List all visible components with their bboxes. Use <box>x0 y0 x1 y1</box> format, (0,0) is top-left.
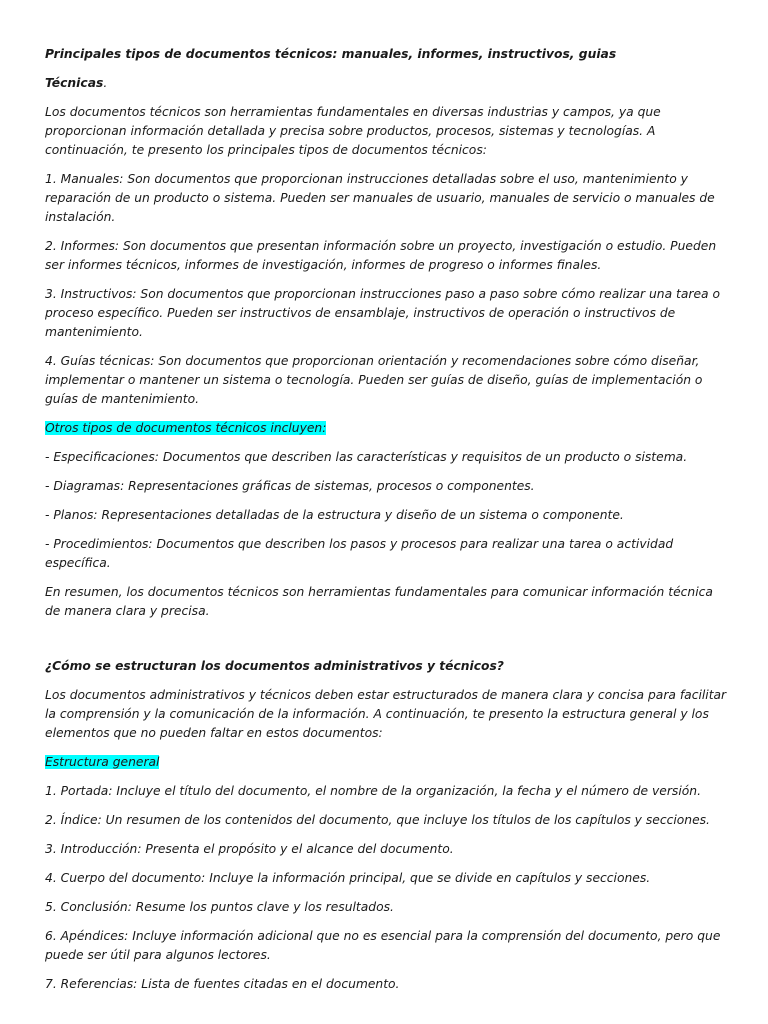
list-item-instructivos: 3. Instructivos: Son documentos que proporcionan instrucciones paso a paso sobre cómo realizar una tarea o proceso específico. Pueden ser instructivos de ensamblaje, instructivos de operación o instructivos de mantenimiento. <box>45 287 720 339</box>
list-item-manuales: 1. Manuales: Son documentos que proporcionan instrucciones detalladas sobre el uso, mantenimiento y reparación de un producto o sistema. Pueden ser manuales de usuario, manuales de servicio o manuales de instalación. <box>45 172 715 224</box>
structure-item-conclusion: 5. Conclusión: Resume los puntos clave y los resultados. <box>45 900 394 914</box>
section1-summary: En resumen, los documentos técnicos son herramientas fundamentales para comunicar información técnica de manera clara y precisa. <box>45 585 713 618</box>
section1-title-line1: Principales tipos de documentos técnicos: manuales, informes, instructivos, guias <box>45 47 617 61</box>
other-item-especificaciones: - Especificaciones: Documentos que describen las características y requisitos de un producto o sistema. <box>45 450 688 464</box>
structure-item-referencias: 7. Referencias: Lista de fuentes citadas en el documento. <box>45 977 400 991</box>
section1-title-line2-rest: . <box>103 76 108 90</box>
document-page <box>45 45 730 1004</box>
section1-title-line2 <box>45 74 730 93</box>
other-item-planos: - Planos: Representaciones detalladas de la estructura y diseño de un sistema o componente. <box>45 508 624 522</box>
structure-heading <box>45 753 730 772</box>
other-item-diagramas: - Diagramas: Representaciones gráficas de sistemas, procesos o componentes. <box>45 479 535 493</box>
structure-highlight: Estructura general <box>45 755 160 769</box>
structure-item-cuerpo: 4. Cuerpo del documento: Incluye la información principal, que se divide en capítulos y secciones. <box>45 871 651 885</box>
section2-title: ¿Cómo se estructuran los documentos administrativos y técnicos? <box>45 659 504 673</box>
other-types-highlight: Otros tipos de documentos técnicos incluyen: <box>45 421 327 435</box>
structure-item-portada: 1. Portada: Incluye el título del documento, el nombre de la organización, la fecha y el número de versión. <box>45 784 701 798</box>
section1-title-line2-bold: Técnicas <box>45 76 104 90</box>
list-item-guias: 4. Guías técnicas: Son documentos que proporcionan orientación y recomendaciones sobre cómo diseñar, implementar o mantener un sistema o tecnología. Pueden ser guías de diseño, guías de implementación o guías de mantenimiento. <box>45 354 703 406</box>
structure-item-indice: 2. Índice: Un resumen de los contenidos del documento, que incluye los títulos de los capítulos y secciones. <box>45 813 710 827</box>
section-spacer <box>45 631 730 657</box>
section1-intro: Los documentos técnicos son herramientas fundamentales en diversas industrias y campos, ya que proporcionan información detallada y precisa sobre productos, procesos, sistemas y tecnologías. A continuación, te presento los principales tipos de documentos técnicos: <box>45 105 661 157</box>
section2-intro: Los documentos administrativos y técnicos deben estar estructurados de manera clara y concisa para facilitar la comprensión y la comunicación de la información. A continuación, te presento la estructura general y los elementos que no pueden faltar en estos documentos: <box>45 688 727 740</box>
other-item-procedimientos: - Procedimientos: Documentos que describen los pasos y procesos para realizar una tarea o actividad específica. <box>45 537 674 570</box>
structure-item-introduccion: 3. Introducción: Presenta el propósito y el alcance del documento. <box>45 842 454 856</box>
other-types-heading <box>45 419 730 438</box>
list-item-informes: 2. Informes: Son documentos que presentan información sobre un proyecto, investigación o estudio. Pueden ser informes técnicos, informes de investigación, informes de progreso o informes finales. <box>45 239 717 272</box>
structure-item-apendices: 6. Apéndices: Incluye información adicional que no es esencial para la comprensión del documento, pero que puede ser útil para algunos lectores. <box>45 929 721 962</box>
